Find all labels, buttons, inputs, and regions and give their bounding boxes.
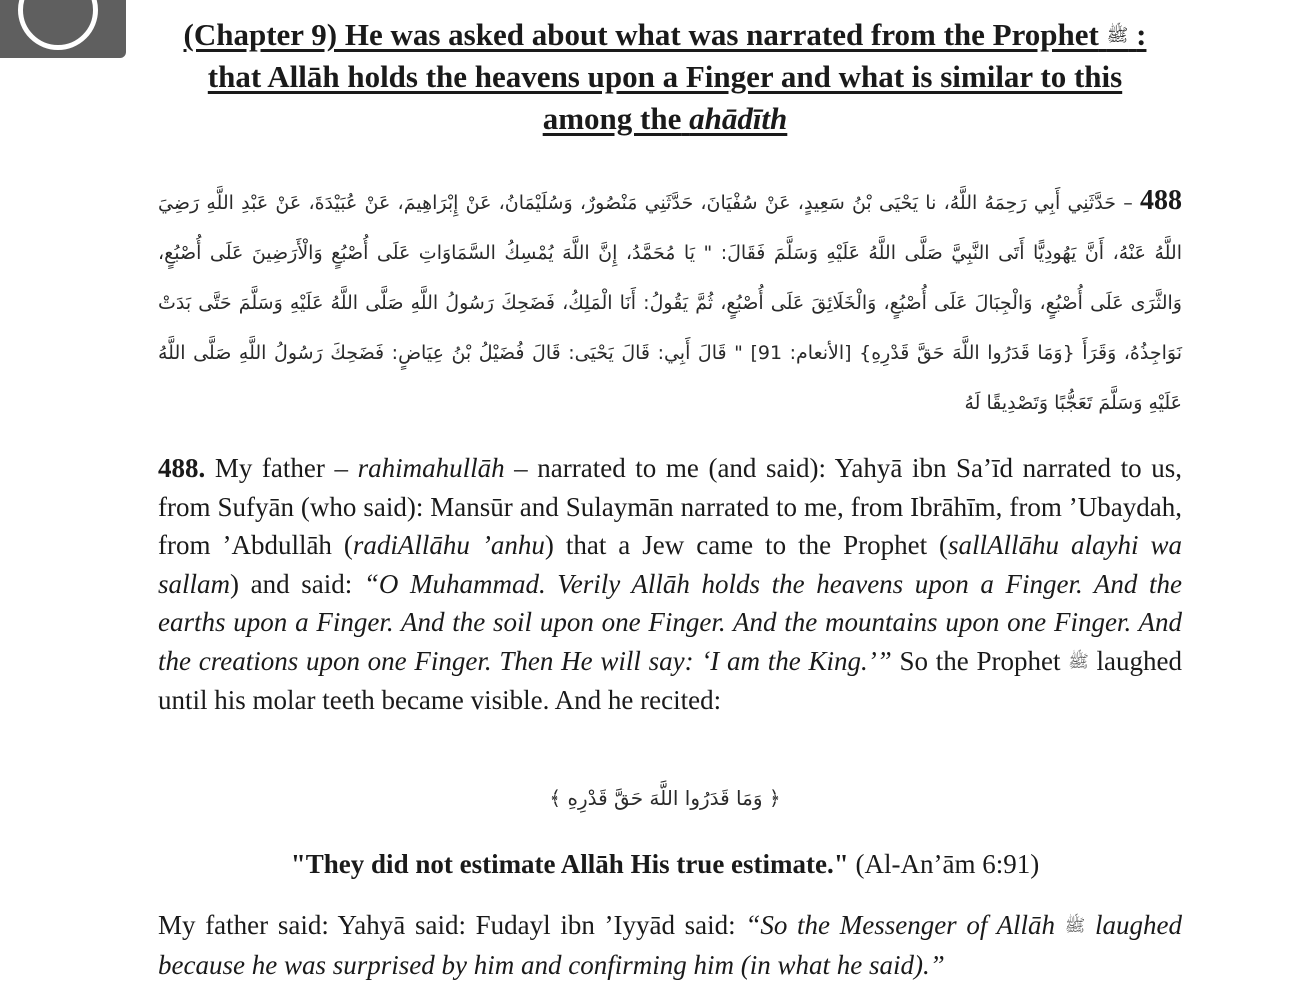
verse-translation-quote: "They did not estimate Allāh His true estimate." (290, 849, 849, 879)
chapter-title-line1: (Chapter 9) He was asked about what was narrated from the Prophet (183, 17, 1099, 52)
hadith-number: 488 (1140, 185, 1182, 216)
translation-text: So the Prophet (891, 645, 1069, 676)
translation-quote: “O Muhammad. Verily Allāh holds the heavens upon a Finger. And the earths upon a Finger. And the soil upon one Finger. And the mountains upon one Finger. And the creations upon one Finger. Then He will say: ‘I am the King.’” (158, 568, 1182, 676)
salawat-icon: ﷺ (1064, 916, 1086, 935)
verse-reference: (Al-An’ām 6:91) (855, 849, 1040, 879)
chapter-title-colon: : (1136, 17, 1147, 52)
closing-narration (158, 906, 1182, 984)
chapter-title-line3-italic: ahādīth (689, 101, 788, 136)
translation-text: ) and said: (230, 568, 364, 599)
translation-text: laughed until his molar teeth became visible. And he recited: (158, 645, 1182, 715)
salawat-icon: ﷺ (1068, 651, 1089, 671)
verse-translation (150, 849, 1180, 880)
translation-text: My father – (205, 453, 358, 483)
closing-quote-end: laughed because he was surprised by him and confirming him (in what he said).” (158, 910, 1182, 980)
hadith-translation-number: 488. (158, 453, 206, 483)
closing-text: My father said: Yahyā said: Fudayl ibn ’Iyyād said: (158, 910, 746, 940)
verse-arabic: ﴿ وَمَا قَدَرُوا اللَّهَ حَقَّ قَدْرِهِ ﴾ (549, 786, 781, 810)
chapter-title-line2: that Allāh holds the heavens upon a Finger and what is similar to this (207, 59, 1123, 94)
closing-quote: “So the Messenger of Allāh (745, 910, 1056, 940)
chapter-title-line3-prefix: among the (542, 101, 682, 136)
translation-text: ) that a Jew came to the Prophet ( (544, 530, 949, 560)
translation-italic: sallAllāhu alayhi wa sallam (158, 530, 1182, 599)
hadith-arabic-body: – حَدَّثَنِي أَبِي رَحِمَهُ اللَّهُ، نا يَحْيَى بْنُ سَعِيدٍ، عَنْ سُفْيَانَ، حَدَّثَنِي مَنْصُورٌ، وَسُلَيْمَانُ، عَنْ إِبْرَاهِيمَ، عَنْ عُبَيْدَةَ، عَنْ عَبْدِ اللَّهِ رَضِيَ اللَّهُ عَنْهُ، أَنَّ يَهُودِيًّا أَتَى النَّبِيَّ صَلَّى اللَّهُ عَلَيْهِ وَسَلَّمَ فَقَالَ: " يَا مُحَمَّدُ، إِنَّ اللَّهَ يُمْسِكُ السَّمَاوَاتِ عَلَى أُصْبُعٍ وَالْأَرَضِينَ عَلَى أُصْبُعٍ، وَالثَّرَى عَلَى أُصْبُعٍ، وَالْجِبَالَ عَلَى أُصْبُعٍ، وَالْخَلَائِقَ عَلَى أُصْبُعٍ، ثُمَّ يَقُولُ: أَنَا الْمَلِكُ، فَضَحِكَ رَسُولُ اللَّهِ صَلَّى اللَّهُ عَلَيْهِ وَسَلَّمَ حَتَّى بَدَتْ نَوَاجِذُهُ، وَقَرَأَ {وَمَا قَدَرُوا اللَّهَ حَقَّ قَدْرِهِ} [الأنعام: 91] " قَالَ أَبِي: قَالَ يَحْيَى: قَالَ فُضَيْلُ بْنُ عِيَاضٍ: فَضَحِكَ رَسُولُ اللَّهِ صَلَّى اللَّهُ عَلَيْهِ وَسَلَّمَ تَعَجُّبًا وَتَصْدِيقًا لَهُ (158, 192, 1182, 414)
translation-text: – narrated to me (and said): Yahyā ibn Sa’īd narrated to us, from Sufyān (who said): Mansūr and Sulaymān narrated to me, from Ibrāhīm, from ’Ubaydah, from ’Abdullāh ( (158, 453, 1182, 560)
translation-italic: rahimahullāh (357, 453, 505, 483)
translation-italic: radiAllāhu ’anhu (352, 530, 545, 560)
circle-icon (18, 0, 98, 50)
hadith-arabic-text (158, 176, 1182, 428)
hadith-translation (158, 449, 1182, 720)
salawat-icon: ﷺ (1106, 25, 1129, 45)
overlay-menu-button[interactable] (0, 0, 126, 58)
chapter-title (150, 14, 1180, 140)
